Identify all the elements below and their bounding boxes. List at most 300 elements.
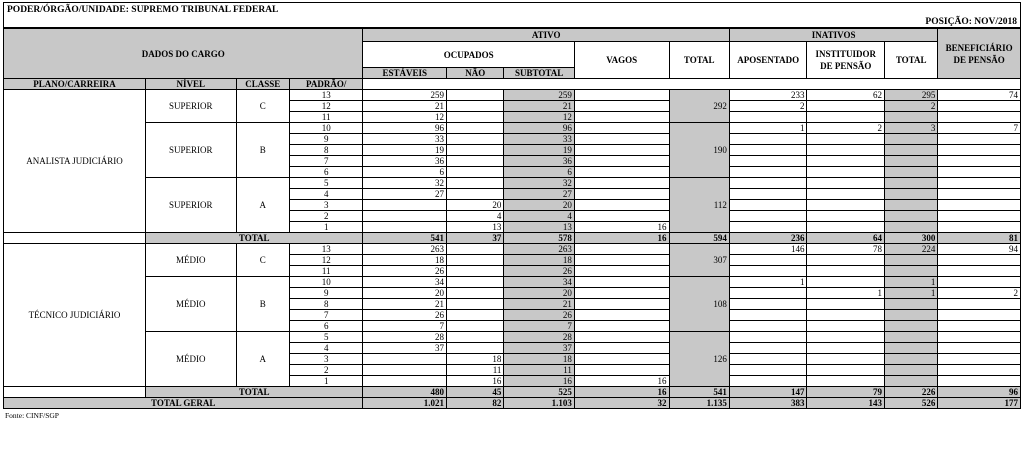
- aposentado-cell: 1: [729, 277, 807, 288]
- beneficiario-cell: [938, 255, 1021, 266]
- nao-cell: 20: [447, 200, 504, 211]
- inativos-header: INATIVOS: [729, 29, 937, 42]
- vagos-cell: [574, 321, 669, 332]
- padrao-cell: 6: [289, 321, 363, 332]
- dados-cargo-header: DADOS DO CARGO: [4, 29, 363, 79]
- subtotal-cell: 11: [504, 365, 574, 376]
- classe-cell: A: [236, 178, 289, 233]
- padrao-cell: 13: [289, 244, 363, 255]
- aposentado-cell: [729, 343, 807, 354]
- vagos-cell: [574, 288, 669, 299]
- aposentado-cell: 233: [729, 90, 807, 101]
- padrao-cell: 11: [289, 112, 363, 123]
- classe-cell: C: [236, 90, 289, 123]
- beneficiario-cell: [938, 343, 1021, 354]
- beneficiario-cell: 2: [938, 288, 1021, 299]
- nao-cell: 18: [447, 354, 504, 365]
- instituidor-cell: [807, 112, 885, 123]
- total-inativos-cell: 3: [884, 123, 937, 134]
- instituidor-cell: [807, 343, 885, 354]
- nao-header: NÃO: [447, 68, 504, 79]
- vagos-cell: [574, 200, 669, 211]
- nao-cell: [447, 123, 504, 134]
- vagos-header: VAGOS: [574, 42, 669, 79]
- total-inativos-cell: [884, 134, 937, 145]
- vagos-cell: [574, 277, 669, 288]
- subtotal-cell: 37: [504, 343, 574, 354]
- subtotal-cell: 16: [504, 376, 574, 387]
- beneficiario-cell: [938, 145, 1021, 156]
- nao-cell: [447, 343, 504, 354]
- tg-total: 1.135: [669, 398, 729, 409]
- total-geral-row: [4, 398, 1021, 409]
- subtotal-cell: 19: [504, 145, 574, 156]
- nao-cell: [447, 288, 504, 299]
- total-beneficiario: 96: [938, 387, 1021, 398]
- nao-cell: [447, 244, 504, 255]
- total-inativos-cell: [884, 332, 937, 343]
- total-inativos-cell: 2: [884, 101, 937, 112]
- aposentado-cell: [729, 255, 807, 266]
- total-inativos-cell: [884, 211, 937, 222]
- nao-cell: 4: [447, 211, 504, 222]
- aposentado-cell: [729, 365, 807, 376]
- nao-cell: [447, 145, 504, 156]
- total-inativos-cell: [884, 354, 937, 365]
- estaveis-cell: 19: [363, 145, 447, 156]
- padrao-cell: 10: [289, 123, 363, 134]
- aposentado-cell: [729, 112, 807, 123]
- subtotal-cell: 4: [504, 211, 574, 222]
- total-inativos-cell: [884, 156, 937, 167]
- instituidor-cell: 78: [807, 244, 885, 255]
- total-row-label: TOTAL: [145, 233, 362, 244]
- estaveis-cell: [363, 354, 447, 365]
- estaveis-cell: [363, 222, 447, 233]
- vagos-cell: [574, 354, 669, 365]
- estaveis-cell: 32: [363, 178, 447, 189]
- tg-nao: 82: [447, 398, 504, 409]
- subtotal-cell: 33: [504, 134, 574, 145]
- staff-table: [3, 28, 1021, 409]
- career-total-row: [4, 387, 1021, 398]
- beneficiario-cell: [938, 112, 1021, 123]
- fonte-note: Fonte: CINF/SGP: [5, 411, 59, 420]
- subtotal-cell: 36: [504, 156, 574, 167]
- nao-cell: [447, 156, 504, 167]
- subtotal-cell: 13: [504, 222, 574, 233]
- instituidor-cell: [807, 222, 885, 233]
- group-total-cell: 108: [669, 277, 729, 332]
- aposentado-cell: 1: [729, 123, 807, 134]
- padrao-cell: 12: [289, 101, 363, 112]
- padrao-cell: 11: [289, 266, 363, 277]
- total-inativos-cell: [884, 189, 937, 200]
- table-row: [4, 277, 1021, 288]
- aposentado-cell: [729, 211, 807, 222]
- nao-cell: [447, 277, 504, 288]
- aposentado-cell: [729, 266, 807, 277]
- tg-total-inativos: 526: [884, 398, 937, 409]
- instituidor-cell: 62: [807, 90, 885, 101]
- nao-cell: [447, 266, 504, 277]
- padrao-cell: 3: [289, 200, 363, 211]
- classe-header: CLASSE: [236, 79, 289, 90]
- nao-cell: [447, 167, 504, 178]
- vagos-cell: [574, 343, 669, 354]
- vagos-cell: 16: [574, 376, 669, 387]
- subtotal-cell: 27: [504, 189, 574, 200]
- subtotal-header: SUBTOTAL: [504, 68, 574, 79]
- vagos-cell: [574, 310, 669, 321]
- padrao-cell: 2: [289, 211, 363, 222]
- beneficiario-cell: [938, 354, 1021, 365]
- nao-cell: 16: [447, 376, 504, 387]
- aposentado-cell: [729, 310, 807, 321]
- total-subtotal: 525: [504, 387, 574, 398]
- group-total-cell: 292: [669, 90, 729, 123]
- total-estaveis: 480: [363, 387, 447, 398]
- nao-cell: [447, 112, 504, 123]
- beneficiario-cell: [938, 321, 1021, 332]
- vagos-cell: 16: [574, 222, 669, 233]
- beneficiario-cell: [938, 365, 1021, 376]
- padrao-cell: 13: [289, 90, 363, 101]
- tg-beneficiario: 177: [938, 398, 1021, 409]
- estaveis-cell: [363, 376, 447, 387]
- tg-vagos: 32: [574, 398, 669, 409]
- total-subtotal: 578: [504, 233, 574, 244]
- aposentado-cell: [729, 134, 807, 145]
- table-row: [4, 244, 1021, 255]
- padrao-cell: 5: [289, 178, 363, 189]
- estaveis-cell: 96: [363, 123, 447, 134]
- total-row-blank: [4, 387, 146, 398]
- beneficiario-cell: [938, 134, 1021, 145]
- nivel-cell: MÉDIO: [145, 277, 236, 332]
- aposentado-cell: 146: [729, 244, 807, 255]
- total-inativos-header: TOTAL: [884, 42, 937, 79]
- vagos-cell: [574, 365, 669, 376]
- vagos-cell: [574, 134, 669, 145]
- career-total-row: [4, 233, 1021, 244]
- total-inativos-cell: [884, 365, 937, 376]
- vagos-cell: [574, 244, 669, 255]
- aposentado-cell: 2: [729, 101, 807, 112]
- instituidor-cell: [807, 255, 885, 266]
- padrao-cell: 4: [289, 189, 363, 200]
- total-inativos-cell: [884, 178, 937, 189]
- nao-cell: 13: [447, 222, 504, 233]
- nivel-cell: SUPERIOR: [145, 123, 236, 178]
- estaveis-cell: 12: [363, 112, 447, 123]
- total-ativo: 594: [669, 233, 729, 244]
- instituidor-cell: [807, 211, 885, 222]
- subtotal-cell: 20: [504, 288, 574, 299]
- aposentado-cell: [729, 299, 807, 310]
- aposentado-cell: [729, 222, 807, 233]
- beneficiario-cell: [938, 101, 1021, 112]
- subtotal-cell: 263: [504, 244, 574, 255]
- total-inativos-cell: [884, 145, 937, 156]
- aposentado-header: APOSENTADO: [729, 42, 807, 79]
- padrao-cell: 9: [289, 288, 363, 299]
- total-inativos-cell: [884, 310, 937, 321]
- total-inativos: 226: [884, 387, 937, 398]
- aposentado-cell: [729, 156, 807, 167]
- ativo-header: ATIVO: [363, 29, 729, 42]
- vagos-cell: [574, 178, 669, 189]
- beneficiario-cell: [938, 376, 1021, 387]
- plano-header: PLANO/CARREIRA: [4, 79, 146, 90]
- vagos-cell: [574, 156, 669, 167]
- nivel-cell: SUPERIOR: [145, 90, 236, 123]
- subtotal-cell: 34: [504, 277, 574, 288]
- vagos-cell: [574, 255, 669, 266]
- vagos-cell: [574, 211, 669, 222]
- group-total-cell: 112: [669, 178, 729, 233]
- aposentado-cell: [729, 321, 807, 332]
- estaveis-cell: [363, 200, 447, 211]
- table-row: [4, 332, 1021, 343]
- classe-cell: C: [236, 244, 289, 277]
- tg-subtotal: 1.103: [504, 398, 574, 409]
- beneficiario-cell: [938, 167, 1021, 178]
- instituidor-cell: [807, 365, 885, 376]
- header-spacer: [363, 79, 1021, 90]
- aposentado-cell: [729, 332, 807, 343]
- beneficiario-cell: [938, 178, 1021, 189]
- padrao-cell: 7: [289, 156, 363, 167]
- beneficiario-cell: [938, 156, 1021, 167]
- padrao-cell: 8: [289, 299, 363, 310]
- classe-cell: B: [236, 277, 289, 332]
- classe-cell: B: [236, 123, 289, 178]
- padrao-cell: 4: [289, 343, 363, 354]
- estaveis-cell: 26: [363, 266, 447, 277]
- instituidor-cell: [807, 101, 885, 112]
- estaveis-cell: 7: [363, 321, 447, 332]
- estaveis-cell: 33: [363, 134, 447, 145]
- estaveis-cell: 21: [363, 299, 447, 310]
- beneficiario-cell: [938, 211, 1021, 222]
- nao-cell: [447, 332, 504, 343]
- total-vagos: 16: [574, 387, 669, 398]
- estaveis-header: ESTÁVEIS: [363, 68, 447, 79]
- nao-cell: [447, 189, 504, 200]
- total-inativos-cell: 295: [884, 90, 937, 101]
- nao-cell: [447, 134, 504, 145]
- total-beneficiario: 81: [938, 233, 1021, 244]
- estaveis-cell: 27: [363, 189, 447, 200]
- padrao-cell: 1: [289, 222, 363, 233]
- table-body: [4, 90, 1021, 409]
- subtotal-cell: 6: [504, 167, 574, 178]
- instituidor-cell: [807, 299, 885, 310]
- estaveis-cell: 21: [363, 101, 447, 112]
- aposentado-cell: [729, 354, 807, 365]
- subtotal-cell: 7: [504, 321, 574, 332]
- estaveis-cell: 6: [363, 167, 447, 178]
- total-aposentado: 236: [729, 233, 807, 244]
- nao-cell: [447, 101, 504, 112]
- total-inativos-cell: [884, 299, 937, 310]
- total-inativos-cell: 1: [884, 288, 937, 299]
- aposentado-cell: [729, 178, 807, 189]
- estaveis-cell: 26: [363, 310, 447, 321]
- group-total-cell: 190: [669, 123, 729, 178]
- instituidor-cell: 2: [807, 123, 885, 134]
- padrao-header: PADRÃO/: [289, 79, 363, 90]
- estaveis-cell: 34: [363, 277, 447, 288]
- padrao-cell: 9: [289, 134, 363, 145]
- table-row: [4, 123, 1021, 134]
- beneficiario-cell: 7: [938, 123, 1021, 134]
- instituidor-cell: [807, 167, 885, 178]
- padrao-cell: 12: [289, 255, 363, 266]
- total-vagos: 16: [574, 233, 669, 244]
- nao-cell: [447, 90, 504, 101]
- beneficiario-cell: [938, 266, 1021, 277]
- report-header: [3, 2, 1021, 28]
- instituidor-cell: [807, 134, 885, 145]
- total-inativos-cell: [884, 200, 937, 211]
- beneficiario-cell: 74: [938, 90, 1021, 101]
- padrao-cell: 7: [289, 310, 363, 321]
- estaveis-cell: 36: [363, 156, 447, 167]
- padrao-cell: 3: [289, 354, 363, 365]
- vagos-cell: [574, 90, 669, 101]
- padrao-cell: 5: [289, 332, 363, 343]
- instituidor-cell: [807, 354, 885, 365]
- subtotal-cell: 259: [504, 90, 574, 101]
- vagos-cell: [574, 332, 669, 343]
- subtotal-cell: 18: [504, 255, 574, 266]
- vagos-cell: [574, 123, 669, 134]
- padrao-cell: 6: [289, 167, 363, 178]
- table-row: [4, 90, 1021, 101]
- aposentado-cell: [729, 200, 807, 211]
- instituidor-header: INSTITUIDOR DE PENSÃO: [807, 42, 885, 79]
- beneficiario-cell: [938, 200, 1021, 211]
- orgao-title: PODER/ÓRGÃO/UNIDADE: SUPREMO TRIBUNAL FEDERAL: [7, 5, 279, 15]
- padrao-cell: 10: [289, 277, 363, 288]
- aposentado-cell: [729, 376, 807, 387]
- total-inativos-cell: [884, 112, 937, 123]
- subtotal-cell: 20: [504, 200, 574, 211]
- nao-cell: [447, 255, 504, 266]
- total-instituidor: 79: [807, 387, 885, 398]
- nivel-cell: MÉDIO: [145, 332, 236, 387]
- instituidor-cell: [807, 277, 885, 288]
- total-instituidor: 64: [807, 233, 885, 244]
- total-ativo-header: TOTAL: [669, 42, 729, 79]
- subtotal-cell: 26: [504, 266, 574, 277]
- estaveis-cell: [363, 365, 447, 376]
- total-inativos-cell: [884, 222, 937, 233]
- tg-estaveis: 1.021: [363, 398, 447, 409]
- nao-cell: [447, 321, 504, 332]
- tg-instituidor: 143: [807, 398, 885, 409]
- subtotal-cell: 18: [504, 354, 574, 365]
- vagos-cell: [574, 299, 669, 310]
- vagos-cell: [574, 112, 669, 123]
- subtotal-cell: 26: [504, 310, 574, 321]
- total-inativos-cell: [884, 321, 937, 332]
- subtotal-cell: 32: [504, 178, 574, 189]
- ocupados-header: OCUPADOS: [363, 42, 574, 68]
- instituidor-cell: 1: [807, 288, 885, 299]
- total-inativos-cell: [884, 255, 937, 266]
- beneficiario-cell: [938, 299, 1021, 310]
- career-name-cell: TÉCNICO JUDICIÁRIO: [4, 244, 146, 387]
- nao-cell: 11: [447, 365, 504, 376]
- nivel-header: NÍVEL: [145, 79, 236, 90]
- total-inativos: 300: [884, 233, 937, 244]
- total-geral-label: TOTAL GERAL: [4, 398, 363, 409]
- subtotal-cell: 28: [504, 332, 574, 343]
- beneficiario-header: BENEFICIÁRIO DE PENSÃO: [938, 29, 1021, 79]
- estaveis-cell: 259: [363, 90, 447, 101]
- instituidor-cell: [807, 376, 885, 387]
- posicao-label: POSIÇÃO: NOV/2018: [925, 17, 1017, 27]
- report-page: [3, 2, 1021, 470]
- total-row-blank: [4, 233, 146, 244]
- group-total-cell: 307: [669, 244, 729, 277]
- nivel-cell: SUPERIOR: [145, 178, 236, 233]
- vagos-cell: [574, 189, 669, 200]
- instituidor-cell: [807, 310, 885, 321]
- nao-cell: [447, 299, 504, 310]
- total-inativos-cell: [884, 266, 937, 277]
- total-inativos-cell: 224: [884, 244, 937, 255]
- nao-cell: [447, 310, 504, 321]
- subtotal-cell: 21: [504, 299, 574, 310]
- estaveis-cell: 18: [363, 255, 447, 266]
- table-row: [4, 178, 1021, 189]
- nivel-cell: MÉDIO: [145, 244, 236, 277]
- instituidor-cell: [807, 200, 885, 211]
- total-inativos-cell: 1: [884, 277, 937, 288]
- total-nao: 45: [447, 387, 504, 398]
- instituidor-cell: [807, 156, 885, 167]
- subtotal-cell: 21: [504, 101, 574, 112]
- total-aposentado: 147: [729, 387, 807, 398]
- padrao-cell: 8: [289, 145, 363, 156]
- estaveis-cell: [363, 211, 447, 222]
- total-inativos-cell: [884, 343, 937, 354]
- instituidor-cell: [807, 321, 885, 332]
- estaveis-cell: 37: [363, 343, 447, 354]
- total-nao: 37: [447, 233, 504, 244]
- subtotal-cell: 12: [504, 112, 574, 123]
- beneficiario-cell: [938, 332, 1021, 343]
- beneficiario-cell: 94: [938, 244, 1021, 255]
- beneficiario-cell: [938, 189, 1021, 200]
- total-inativos-cell: [884, 376, 937, 387]
- instituidor-cell: [807, 189, 885, 200]
- nao-cell: [447, 178, 504, 189]
- instituidor-cell: [807, 266, 885, 277]
- aposentado-cell: [729, 145, 807, 156]
- tg-aposentado: 383: [729, 398, 807, 409]
- total-inativos-cell: [884, 167, 937, 178]
- padrao-cell: 1: [289, 376, 363, 387]
- total-row-label: TOTAL: [145, 387, 362, 398]
- group-total-cell: 126: [669, 332, 729, 387]
- career-name-cell: ANALISTA JUDICIÁRIO: [4, 90, 146, 233]
- beneficiario-cell: [938, 310, 1021, 321]
